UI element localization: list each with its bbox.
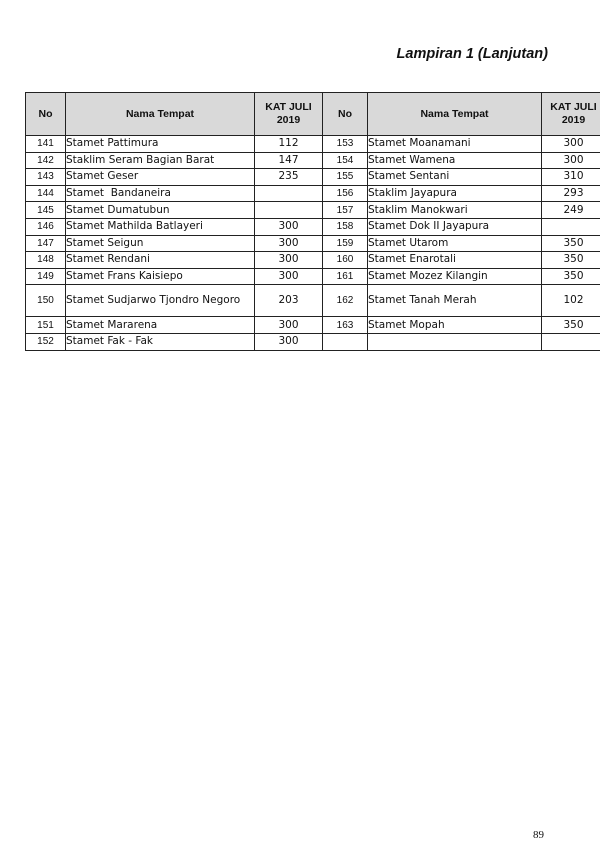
- row-no-left: 152: [26, 333, 66, 350]
- row-kat-right: 293: [542, 185, 600, 202]
- table-row: [26, 252, 600, 269]
- row-name-left: Stamet Frans Kaisiepo: [66, 268, 255, 285]
- table-row: [26, 235, 600, 252]
- row-no-right: 157: [323, 202, 368, 219]
- row-name-right: [368, 333, 542, 350]
- row-no-right: 158: [323, 218, 368, 235]
- row-kat-left: 300: [255, 235, 323, 252]
- row-kat-left: 300: [255, 218, 323, 235]
- row-kat-right: 350: [542, 317, 600, 334]
- row-name-left: Stamet Fak - Fak: [66, 333, 255, 350]
- row-no-left: 151: [26, 317, 66, 334]
- header-name-left: Nama Tempat: [66, 93, 255, 136]
- row-kat-left: 300: [255, 268, 323, 285]
- row-kat-right: 350: [542, 235, 600, 252]
- row-name-right: Stamet Dok II Jayapura: [368, 218, 542, 235]
- row-name-left: Stamet Mararena: [66, 317, 255, 334]
- row-no-right: 159: [323, 235, 368, 252]
- row-no-left: 145: [26, 202, 66, 219]
- row-kat-left: 147: [255, 152, 323, 169]
- row-name-left: Staklim Seram Bagian Barat: [66, 152, 255, 169]
- row-kat-right: 350: [542, 268, 600, 285]
- row-name-right: Stamet Moanamani: [368, 136, 542, 153]
- row-kat-right: 102: [542, 285, 600, 317]
- row-name-right: Stamet Mopah: [368, 317, 542, 334]
- row-no-left: 148: [26, 252, 66, 269]
- row-no-left: 146: [26, 218, 66, 235]
- row-name-left: Stamet Dumatubun: [66, 202, 255, 219]
- table-row: [26, 317, 600, 334]
- row-kat-left: 203: [255, 285, 323, 317]
- row-name-right: Stamet Tanah Merah: [368, 285, 542, 317]
- table-row: [26, 185, 600, 202]
- row-kat-right: 249: [542, 202, 600, 219]
- stations-table: [25, 92, 600, 351]
- row-name-left: Stamet Pattimura: [66, 136, 255, 153]
- row-no-left: 149: [26, 268, 66, 285]
- table-row: [26, 285, 600, 317]
- table-row: [26, 218, 600, 235]
- header-kat-line1: KAT JULI: [550, 101, 597, 113]
- header-no-left: No: [26, 93, 66, 136]
- row-no-right: 162: [323, 285, 368, 317]
- header-kat-line2: 2019: [561, 114, 586, 126]
- row-no-left: 150: [26, 285, 66, 317]
- row-kat-left: 300: [255, 252, 323, 269]
- row-no-left: 143: [26, 169, 66, 186]
- row-kat-left: 300: [255, 317, 323, 334]
- table-row: [26, 333, 600, 350]
- row-name-right: Stamet Utarom: [368, 235, 542, 252]
- row-name-right: Staklim Manokwari: [368, 202, 542, 219]
- row-no-left: 144: [26, 185, 66, 202]
- row-no-right: 155: [323, 169, 368, 186]
- row-name-right: Staklim Jayapura: [368, 185, 542, 202]
- row-no-right: 160: [323, 252, 368, 269]
- row-name-right: Stamet Sentani: [368, 169, 542, 186]
- page-number: 89: [533, 829, 544, 841]
- row-name-left: Stamet Seigun: [66, 235, 255, 252]
- row-name-right: Stamet Wamena: [368, 152, 542, 169]
- row-no-right: 161: [323, 268, 368, 285]
- row-kat-right: [542, 218, 600, 235]
- table-row: [26, 169, 600, 186]
- page-heading: Lampiran 1 (Lanjutan): [396, 46, 548, 62]
- header-kat-line1: KAT JULI: [265, 101, 312, 113]
- table-row: [26, 136, 600, 153]
- row-name-left: Stamet Mathilda Batlayeri: [66, 218, 255, 235]
- row-no-right: 153: [323, 136, 368, 153]
- header-no-right: No: [323, 93, 368, 136]
- header-kat-left: [255, 93, 323, 136]
- row-name-right: Stamet Mozez Kilangin: [368, 268, 542, 285]
- row-no-right: [323, 333, 368, 350]
- row-kat-left: [255, 185, 323, 202]
- table-row: [26, 268, 600, 285]
- row-no-right: 156: [323, 185, 368, 202]
- table-header-row: [26, 93, 600, 136]
- row-name-left: Stamet Sudjarwo Tjondro Negoro: [66, 285, 255, 317]
- row-kat-left: [255, 202, 323, 219]
- row-kat-right: 300: [542, 136, 600, 153]
- row-kat-right: 310: [542, 169, 600, 186]
- row-no-right: 154: [323, 152, 368, 169]
- row-no-left: 147: [26, 235, 66, 252]
- row-name-left: Stamet Geser: [66, 169, 255, 186]
- table-row: [26, 202, 600, 219]
- row-kat-left: 300: [255, 333, 323, 350]
- header-name-right: Nama Tempat: [368, 93, 542, 136]
- row-no-left: 141: [26, 136, 66, 153]
- row-no-right: 163: [323, 317, 368, 334]
- row-name-left: Stamet Rendani: [66, 252, 255, 269]
- row-kat-right: [542, 333, 600, 350]
- row-kat-left: 112: [255, 136, 323, 153]
- header-kat-line2: 2019: [276, 114, 301, 126]
- row-kat-right: 350: [542, 252, 600, 269]
- row-no-left: 142: [26, 152, 66, 169]
- row-kat-right: 300: [542, 152, 600, 169]
- row-kat-left: 235: [255, 169, 323, 186]
- table-row: [26, 152, 600, 169]
- row-name-left: Stamet Bandaneira: [66, 185, 255, 202]
- row-name-right: Stamet Enarotali: [368, 252, 542, 269]
- header-kat-right: [542, 93, 600, 136]
